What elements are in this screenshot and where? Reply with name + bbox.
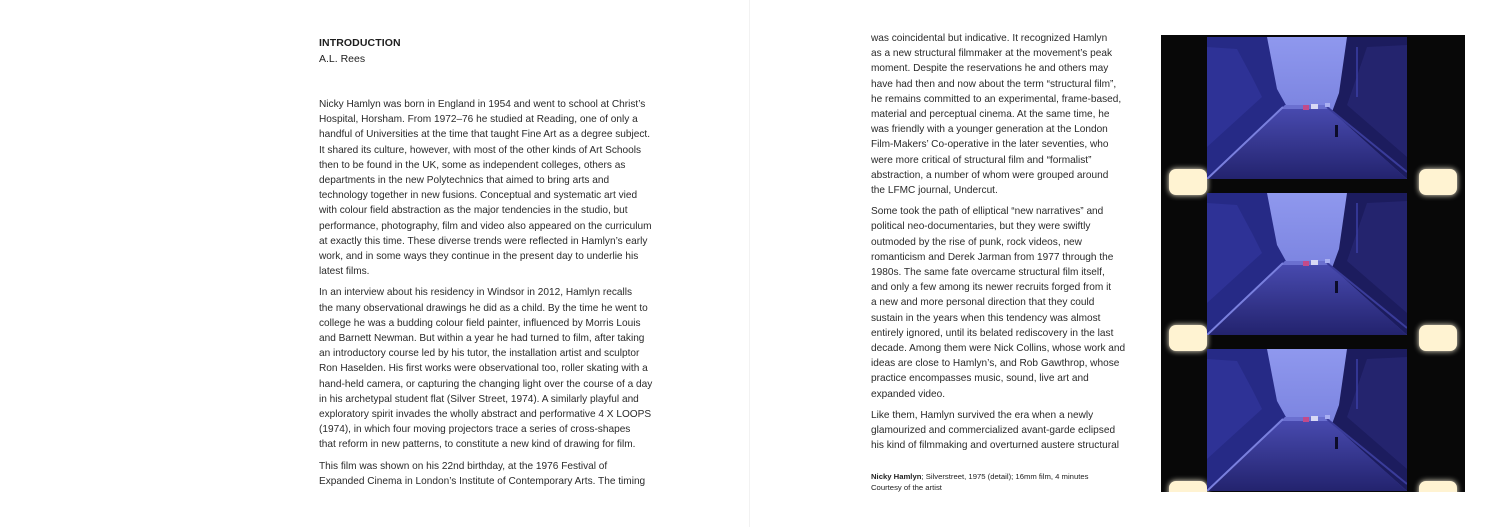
text-line: abstraction, a number of whom were grouped around <box>871 169 1109 181</box>
text-line: as a new structural filmmaker at the movement’s peak <box>871 48 1113 60</box>
sprocket-hole <box>1169 325 1207 351</box>
text-line: at exactly this time. These diverse trends were reflected in Hamlyn’s early <box>319 235 648 247</box>
text-line: Like them, Hamlyn survived the era when a newly <box>871 409 1094 421</box>
caption-details: ; Silverstreet, 1975 (detail); 16mm film, 4 minutes <box>921 472 1089 481</box>
sprocket-hole <box>1419 481 1457 492</box>
text-line: outmoded by the rise of punk, rock videos, new <box>871 236 1082 248</box>
section-heading: INTRODUCTION <box>319 37 401 49</box>
caption-line <box>871 472 1131 483</box>
text-line: his kind of filmmaking and overturned austere structural <box>871 440 1119 452</box>
right-page <box>750 0 1500 527</box>
text-line: was friendly with a younger generation at the London <box>871 124 1108 136</box>
text-line: have had then and now about the term “structural film”, <box>871 78 1117 90</box>
body-paragraph <box>871 204 1126 402</box>
text-line: a new and more personal direction that they could <box>871 297 1095 309</box>
text-line: the many observational drawings he did as a child. By the time he went to <box>319 302 648 314</box>
figure-caption <box>871 472 1131 493</box>
film-strip-image <box>1161 35 1465 492</box>
text-line: hand-held camera, or capturing the changing light over the course of a day <box>319 378 653 390</box>
caption-credit: Courtesy of the artist <box>871 482 942 492</box>
text-line: that reform in new patterns, to constitute a new kind of drawing for film. <box>319 439 636 451</box>
film-frame <box>1207 349 1407 491</box>
film-frame <box>1207 37 1407 179</box>
text-line: Some took the path of elliptical “new narratives” and <box>871 206 1104 218</box>
text-line: Film-Makers’ Co-operative in the later seventies, who <box>871 139 1109 151</box>
caption-artist: Nicky Hamlyn <box>871 472 922 481</box>
text-line: an introductory course led by his tutor, the installation artist and sculptor <box>319 348 640 360</box>
text-line: In an interview about his residency in Windsor in 2012, Hamlyn recalls <box>319 287 633 299</box>
text-line: romanticism and Derek Jarman from 1977 through the <box>871 251 1114 263</box>
body-paragraph <box>319 285 653 452</box>
text-line: expanded video. <box>871 388 946 400</box>
text-line: handful of Universities at the time that taught Fine Art as a degree subject. <box>319 129 651 141</box>
text-line: Ron Haselden. His first works were observational too, roller skating with a <box>319 363 648 375</box>
text-line: technology together in new fusions. Conceptual and systematic art vied <box>319 190 638 202</box>
text-line: and only a few among its newer recruits forged from it <box>871 282 1112 294</box>
text-line: the LFMC journal, Undercut. <box>871 185 998 197</box>
sprocket-hole <box>1169 481 1207 492</box>
right-text-column <box>871 31 1126 459</box>
left-text-column <box>319 97 653 495</box>
body-paragraph <box>319 97 652 279</box>
body-paragraph <box>319 459 646 489</box>
text-line: decade. Among them were Nick Collins, whose work and <box>871 343 1126 355</box>
text-line: 1980s. The same fate overcame structural film itself, <box>871 267 1105 279</box>
text-line: Expanded Cinema in London’s Institute of Contemporary Arts. The timing <box>319 475 646 487</box>
text-line: Hospital, Horsham. From 1972–76 he studied at Reading, one of only a <box>319 114 638 126</box>
text-line: he remains committed to an experimental, frame-based, <box>871 93 1122 105</box>
text-line: were more critical of structural film and “formalist” <box>871 154 1092 166</box>
text-line: was coincidental but indicative. It recognized Hamlyn <box>871 33 1108 44</box>
text-line: material and perceptual cinema. At the same time, he <box>871 109 1110 121</box>
sprocket-hole <box>1169 169 1207 195</box>
text-line: performance, photography, film and video also appeared on the curriculum <box>319 220 652 232</box>
text-line: latest films. <box>319 266 370 278</box>
text-line: ideas are close to Hamlyn’s, and Rob Gawthrop, whose <box>871 358 1120 370</box>
sprocket-hole <box>1419 169 1457 195</box>
text-line: in his archetypal student flat (Silver Street, 1974). A similarly playful and <box>319 393 639 405</box>
text-line: work, and in some ways they continue in the present day to underlie his <box>319 251 639 263</box>
sprocket-hole <box>1419 325 1457 351</box>
text-line: glamourized and commercialized avant-garde eclipsed <box>871 425 1116 437</box>
text-line: moment. Despite the reservations he and others may <box>871 63 1109 75</box>
text-line: It shared its culture, however, with most of the other kinds of Art Schools <box>319 144 642 156</box>
text-line: sustain in the years when this tendency was almost <box>871 312 1101 324</box>
text-line: and Barnett Newman. But within a year he had turned to film, after taking <box>319 333 645 345</box>
text-line: then to be found in the UK, some as independent colleges, others as <box>319 159 626 171</box>
text-line: political neo-documentaries, but they were swiftly <box>871 221 1091 233</box>
body-paragraph <box>871 31 1122 198</box>
text-line: college he was a budding colour field painter, influenced by Morris Louis <box>319 317 641 329</box>
author-name: A.L. Rees <box>319 53 366 65</box>
text-line: practice encompasses music, sound, live art and <box>871 373 1089 385</box>
text-line: exploratory spirit invades the wholly abstract and performative 4 X LOOPS <box>319 409 652 421</box>
text-line: Nicky Hamlyn was born in England in 1954 and went to school at Christ’s <box>319 99 646 110</box>
text-line: departments in the new Polytechnics that aimed to bring arts and <box>319 175 610 187</box>
text-line: entirely ignored, until its belated rediscovery in the last <box>871 327 1114 339</box>
text-line: (1974), in which four moving projectors trace a series of cross-shapes <box>319 424 631 436</box>
film-frame <box>1207 193 1407 335</box>
body-paragraph <box>871 408 1119 454</box>
text-line: This film was shown on his 22nd birthday, at the 1976 Festival of <box>319 460 608 472</box>
text-line: with colour field abstraction as the major tendencies in the studio, but <box>319 205 628 217</box>
